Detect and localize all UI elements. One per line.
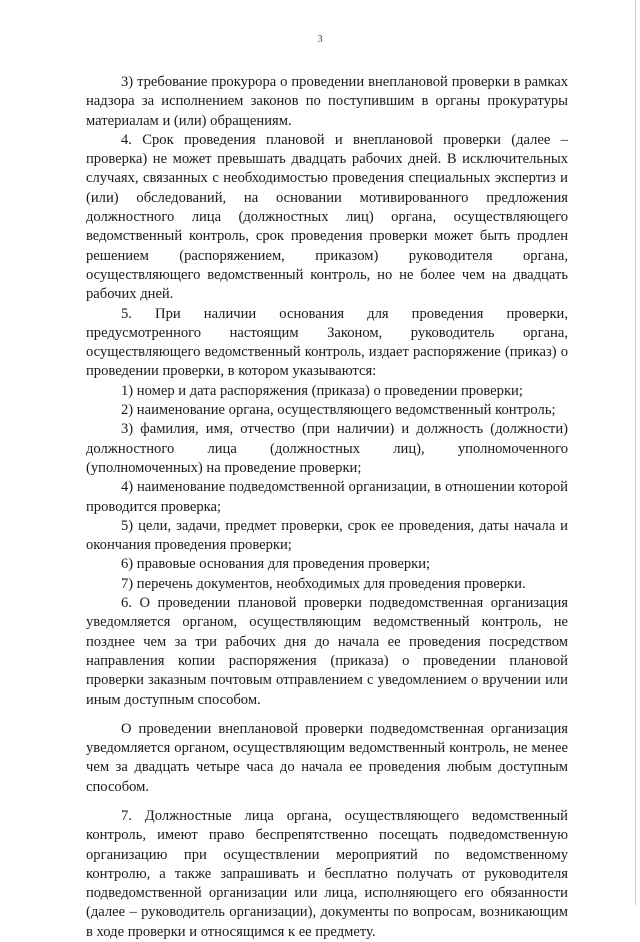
- page-number: 3: [317, 34, 323, 45]
- list-item-1-order-number-date: 1) номер и дата распоряжения (приказа) о проведении проверки;: [121, 382, 523, 399]
- paragraph-4-inspection-term: 4. Срок проведения плановой и внеплановой проверки (далее – проверка) не может превышать двадцать рабочих дней. В исключительных случаях, связанных с необходимостью проведения специальных экспертиз и (или) обследований, на основании мотивированного предложения должностного лица (должностных лиц) органа, осуществляющего ведомственный контроль, срок проведения проверки может быть продлен решением (распоряжением, приказом) руководителя органа, осуществляющего ведомственный контроль, но не более чем на двадцать рабочих дней.: [86, 131, 568, 303]
- list-item-2-authority-name: 2) наименование органа, осуществляющего ведомственный контроль;: [121, 402, 556, 419]
- paragraph-7-officials-rights: 7. Должностные лица органа, осуществляющего ведомственный контроль, имеют право беспрепятственно посещать подведомственную организацию при осуществлении мероприятий по ведомственному контролю, а также запрашивать и бесплатно получать от руководителя подведомственной организации или лица, исполняющего его обязанности (далее – руководитель организации), документы по вопросам, возникающим в ходе проверки и относящимся к ее предмету.: [86, 807, 568, 940]
- paragraph-unplanned-notification: О проведении внеплановой проверки подведомственная организация уведомляется органом, осуществляющим ведомственный контроль, не менее чем за двадцать четыре часа до начала ее проведения любым доступным способом.: [86, 720, 568, 795]
- list-item-3-inspector-names: 3) фамилия, имя, отчество (при наличии) и должность (должности) должностного лица (должностных лиц), уполномоченного (уполномоченных) на проведение проверки;: [86, 421, 568, 476]
- paragraph-5-inspection-order: 5. При наличии основания для проведения проверки, предусмотренного настоящим Законом, руководитель органа, осуществляющего ведомственный контроль, издает распоряжение (приказ) о проведении проверки, в котором указываются:: [86, 305, 568, 380]
- scan-edge-line: [635, 0, 636, 905]
- list-item-4-organization-name: 4) наименование подведомственной организации, в отношении которой проводится проверка;: [86, 479, 568, 515]
- paragraph-item-3-prosecutor-demand: 3) требование прокурора о проведении внеплановой проверки в рамках надзора за исполнением законов по поступившим в органы прокуратуры материалам и (или) обращениям.: [86, 74, 568, 129]
- document-body: [86, 73, 568, 942]
- list-item-6-legal-grounds: 6) правовые основания для проведения проверки;: [121, 556, 431, 573]
- paragraph-6-planned-notification: 6. О проведении плановой проверки подведомственная организация уведомляется органом, осуществляющим ведомственный контроль, не позднее чем за три рабочих дня до начала ее проведения посредством направления копии распоряжения (приказа) о проведении плановой проверки заказным почтовым отправлением с уведомлением о вручении или иным доступным способом.: [86, 595, 568, 708]
- list-item-5-goals-and-dates: 5) цели, задачи, предмет проверки, срок ее проведения, даты начала и окончания проведения проверки;: [86, 517, 568, 554]
- list-item-7-documents-list: 7) перечень документов, необходимых для проведения проверки.: [121, 575, 526, 592]
